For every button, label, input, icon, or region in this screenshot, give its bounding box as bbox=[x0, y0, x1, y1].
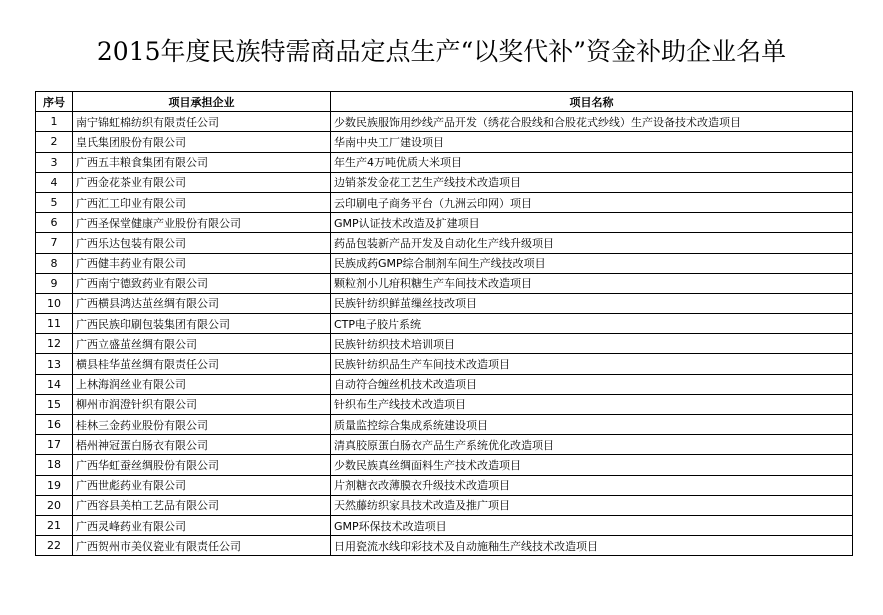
project-name: 日用瓷流水线印彩技术及自动施釉生产线技术改造项目 bbox=[331, 536, 853, 556]
row-index: 14 bbox=[36, 374, 73, 394]
project-name: 颗粒剂小儿疳积糖生产车间技术改造项目 bbox=[331, 273, 853, 293]
table-row bbox=[36, 435, 853, 455]
table-header-row bbox=[36, 92, 853, 112]
row-index: 1 bbox=[36, 112, 73, 132]
row-index: 13 bbox=[36, 354, 73, 374]
table-row bbox=[36, 455, 853, 475]
company-name: 广西立盛茧丝绸有限公司 bbox=[73, 334, 331, 354]
table-row bbox=[36, 293, 853, 313]
project-name: 民族针纺织品生产车间技术改造项目 bbox=[331, 354, 853, 374]
project-name: CTP电子胶片系统 bbox=[331, 314, 853, 334]
table-row bbox=[36, 415, 853, 435]
row-index: 18 bbox=[36, 455, 73, 475]
company-name: 广西灵峰药业有限公司 bbox=[73, 515, 331, 535]
table-row bbox=[36, 314, 853, 334]
company-name: 上林海润丝业有限公司 bbox=[73, 374, 331, 394]
project-name: 药品包装新产品开发及自动化生产线升级项目 bbox=[331, 233, 853, 253]
company-name: 广西容县美柏工艺品有限公司 bbox=[73, 495, 331, 515]
company-name: 广西贺州市美仪瓷业有限责任公司 bbox=[73, 536, 331, 556]
company-name: 广西金花茶业有限公司 bbox=[73, 172, 331, 192]
project-name: 民族成药GMP综合制剂车间生产线技改项目 bbox=[331, 253, 853, 273]
row-index: 6 bbox=[36, 213, 73, 233]
row-index: 3 bbox=[36, 152, 73, 172]
project-name: 民族针纺织技术培训项目 bbox=[331, 334, 853, 354]
table-row bbox=[36, 172, 853, 192]
company-name: 广西华虹蚕丝绸股份有限公司 bbox=[73, 455, 331, 475]
company-name: 广西南宁德致药业有限公司 bbox=[73, 273, 331, 293]
project-name: 少数民族真丝绸面料生产技术改造项目 bbox=[331, 455, 853, 475]
table-row bbox=[36, 334, 853, 354]
company-name: 梧州神冠蛋白肠衣有限公司 bbox=[73, 435, 331, 455]
table-row bbox=[36, 374, 853, 394]
project-name: 民族针纺织鲜茧缫丝技改项目 bbox=[331, 293, 853, 313]
row-index: 17 bbox=[36, 435, 73, 455]
header-project: 项目名称 bbox=[331, 92, 853, 112]
page-title: 2015年度民族特需商品定点生产“以奖代补”资金补助企业名单 bbox=[96, 37, 787, 66]
row-index: 2 bbox=[36, 132, 73, 152]
table-row bbox=[36, 112, 853, 132]
table-row bbox=[36, 475, 853, 495]
project-name: 质量监控综合集成系统建设项目 bbox=[331, 415, 853, 435]
project-name: 清真胶原蛋白肠衣产品生产系统优化改造项目 bbox=[331, 435, 853, 455]
table-row bbox=[36, 192, 853, 212]
company-name: 广西汇工印业有限公司 bbox=[73, 192, 331, 212]
row-index: 10 bbox=[36, 293, 73, 313]
project-name: 自动符合缠丝机技术改造项目 bbox=[331, 374, 853, 394]
table-row bbox=[36, 213, 853, 233]
header-index: 序号 bbox=[36, 92, 73, 112]
company-name: 广西民族印刷包装集团有限公司 bbox=[73, 314, 331, 334]
table-row bbox=[36, 515, 853, 535]
row-index: 11 bbox=[36, 314, 73, 334]
row-index: 8 bbox=[36, 253, 73, 273]
table-row bbox=[36, 394, 853, 414]
company-name: 广西五丰粮食集团有限公司 bbox=[73, 152, 331, 172]
table-row bbox=[36, 495, 853, 515]
project-name: 边销茶发金花工艺生产线技术改造项目 bbox=[331, 172, 853, 192]
project-name: 片剂糖衣改薄膜衣升级技术改造项目 bbox=[331, 475, 853, 495]
company-name: 广西圣保堂健康产业股份有限公司 bbox=[73, 213, 331, 233]
row-index: 20 bbox=[36, 495, 73, 515]
project-name: 天然藤纺织家具技术改造及推广项目 bbox=[331, 495, 853, 515]
project-name: GMP环保技术改造项目 bbox=[331, 515, 853, 535]
company-name: 柳州市润澄针织有限公司 bbox=[73, 394, 331, 414]
project-name: 少数民族服饰用纱线产品开发（绣花合股线和合股花式纱线）生产设备技术改造项目 bbox=[331, 112, 853, 132]
table-row bbox=[36, 152, 853, 172]
table-row bbox=[36, 354, 853, 374]
table-row bbox=[36, 253, 853, 273]
company-table bbox=[35, 91, 853, 556]
project-name: 云印刷电子商务平台（九洲云印网）项目 bbox=[331, 192, 853, 212]
company-name: 广西世彪药业有限公司 bbox=[73, 475, 331, 495]
row-index: 15 bbox=[36, 394, 73, 414]
row-index: 19 bbox=[36, 475, 73, 495]
row-index: 5 bbox=[36, 192, 73, 212]
company-name: 桂林三金药业股份有限公司 bbox=[73, 415, 331, 435]
row-index: 4 bbox=[36, 172, 73, 192]
table-row bbox=[36, 132, 853, 152]
row-index: 22 bbox=[36, 536, 73, 556]
company-name: 广西乐达包装有限公司 bbox=[73, 233, 331, 253]
company-name: 南宁锦虹棉纺织有限责任公司 bbox=[73, 112, 331, 132]
project-name: GMP认证技术改造及扩建项目 bbox=[331, 213, 853, 233]
company-name: 皇氏集团股份有限公司 bbox=[73, 132, 331, 152]
company-name: 广西横县鸿达茧丝绸有限公司 bbox=[73, 293, 331, 313]
project-name: 华南中央工厂建设项目 bbox=[331, 132, 853, 152]
company-name: 横县桂华茧丝绸有限责任公司 bbox=[73, 354, 331, 374]
row-index: 16 bbox=[36, 415, 73, 435]
table-row bbox=[36, 536, 853, 556]
row-index: 9 bbox=[36, 273, 73, 293]
company-name: 广西健丰药业有限公司 bbox=[73, 253, 331, 273]
table-row bbox=[36, 273, 853, 293]
project-name: 针织布生产线技术改造项目 bbox=[331, 394, 853, 414]
row-index: 7 bbox=[36, 233, 73, 253]
row-index: 21 bbox=[36, 515, 73, 535]
table-row bbox=[36, 233, 853, 253]
project-name: 年生产4万吨优质大米项目 bbox=[331, 152, 853, 172]
header-company: 项目承担企业 bbox=[73, 92, 331, 112]
row-index: 12 bbox=[36, 334, 73, 354]
table-body bbox=[36, 112, 853, 556]
